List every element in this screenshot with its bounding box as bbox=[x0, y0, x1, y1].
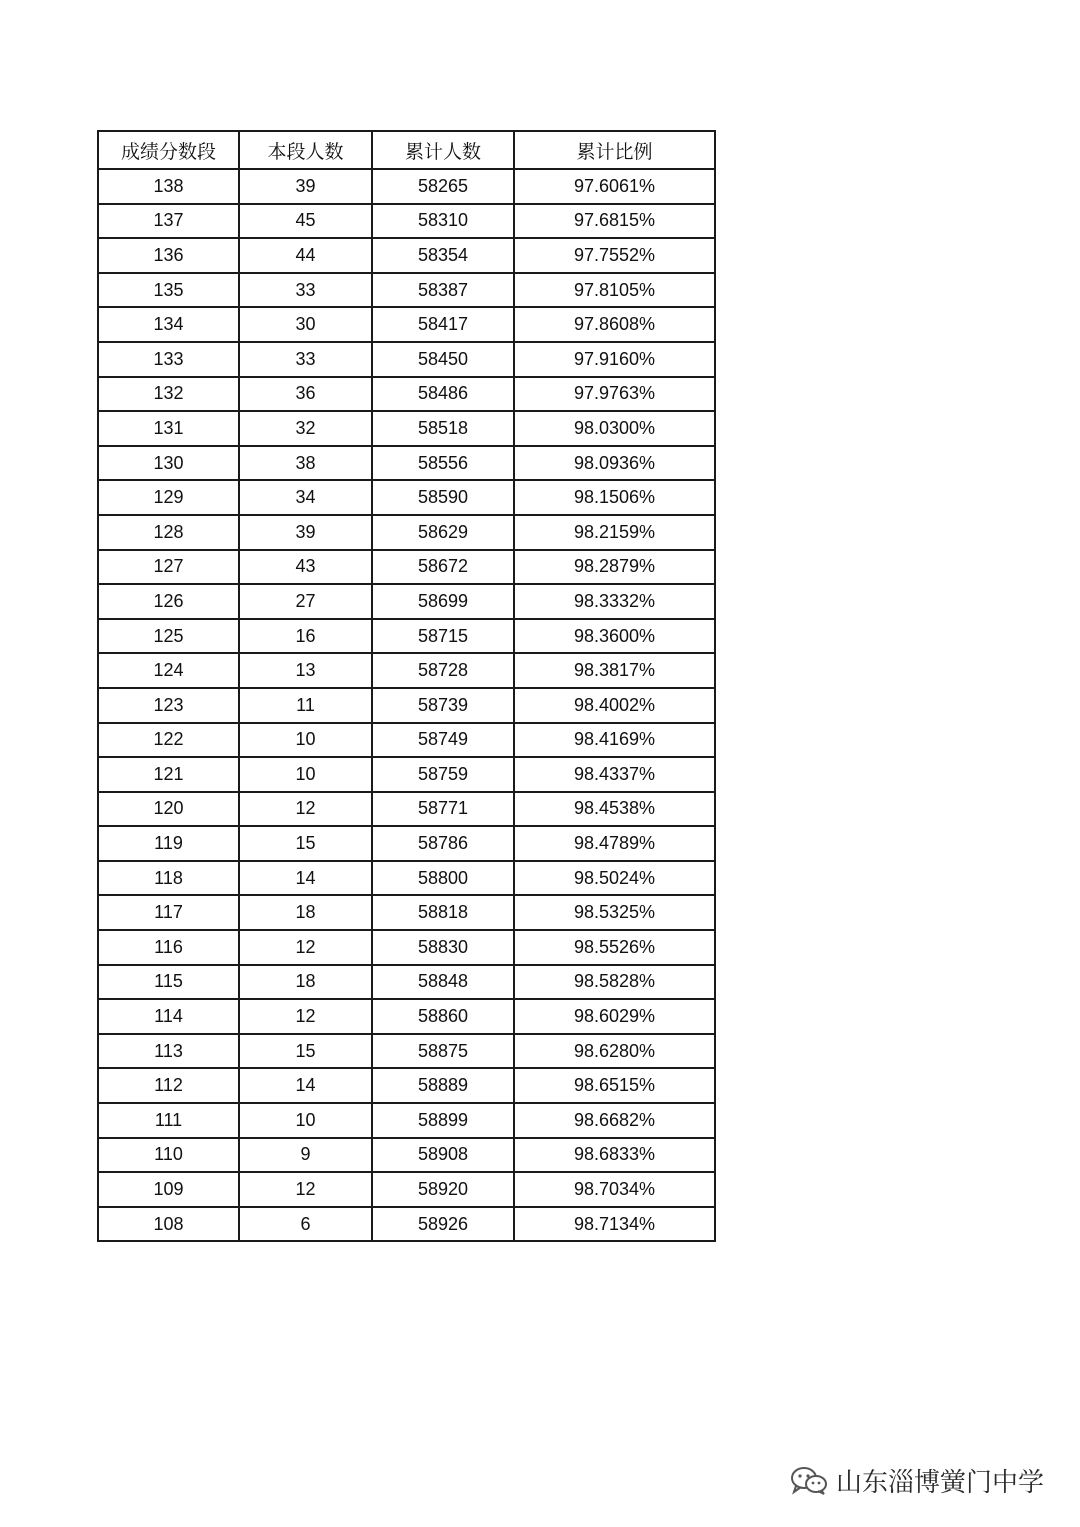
cell-segment-count: 10 bbox=[239, 757, 372, 792]
cell-cumulative-count: 58417 bbox=[372, 307, 514, 342]
cell-cumulative-count: 58908 bbox=[372, 1138, 514, 1173]
cell-segment-count: 14 bbox=[239, 1068, 372, 1103]
cell-segment-count: 9 bbox=[239, 1138, 372, 1173]
cell-cumulative-ratio: 98.3332% bbox=[514, 584, 715, 619]
cell-score-range: 133 bbox=[98, 342, 239, 377]
cell-segment-count: 10 bbox=[239, 1103, 372, 1138]
cell-score-range: 135 bbox=[98, 273, 239, 308]
table-row bbox=[98, 411, 715, 446]
table-row bbox=[98, 757, 715, 792]
cell-cumulative-ratio: 98.1506% bbox=[514, 480, 715, 515]
cell-segment-count: 39 bbox=[239, 169, 372, 204]
cell-cumulative-ratio: 98.7134% bbox=[514, 1207, 715, 1242]
cell-cumulative-count: 58771 bbox=[372, 792, 514, 827]
cell-score-range: 131 bbox=[98, 411, 239, 446]
table-row bbox=[98, 1068, 715, 1103]
cell-cumulative-ratio: 98.4169% bbox=[514, 723, 715, 758]
table-row bbox=[98, 238, 715, 273]
table-header-row bbox=[98, 131, 715, 169]
cell-cumulative-ratio: 98.6515% bbox=[514, 1068, 715, 1103]
cell-score-range: 134 bbox=[98, 307, 239, 342]
cell-segment-count: 12 bbox=[239, 930, 372, 965]
cell-cumulative-ratio: 98.4002% bbox=[514, 688, 715, 723]
cell-cumulative-ratio: 98.0300% bbox=[514, 411, 715, 446]
cell-cumulative-count: 58486 bbox=[372, 377, 514, 412]
table-row bbox=[98, 1207, 715, 1242]
cell-cumulative-ratio: 97.6061% bbox=[514, 169, 715, 204]
cell-segment-count: 18 bbox=[239, 895, 372, 930]
table-row bbox=[98, 619, 715, 654]
cell-cumulative-count: 58699 bbox=[372, 584, 514, 619]
score-table-container bbox=[97, 130, 716, 1242]
cell-cumulative-ratio: 98.5828% bbox=[514, 965, 715, 1000]
cell-cumulative-count: 58830 bbox=[372, 930, 514, 965]
table-row bbox=[98, 999, 715, 1034]
cell-cumulative-count: 58590 bbox=[372, 480, 514, 515]
cell-cumulative-count: 58310 bbox=[372, 204, 514, 239]
cell-cumulative-count: 58800 bbox=[372, 861, 514, 896]
cell-cumulative-ratio: 98.2159% bbox=[514, 515, 715, 550]
cell-cumulative-ratio: 98.6833% bbox=[514, 1138, 715, 1173]
cell-cumulative-count: 58518 bbox=[372, 411, 514, 446]
cell-score-range: 110 bbox=[98, 1138, 239, 1173]
cell-cumulative-count: 58728 bbox=[372, 653, 514, 688]
cell-cumulative-count: 58354 bbox=[372, 238, 514, 273]
cell-score-range: 136 bbox=[98, 238, 239, 273]
cell-cumulative-ratio: 98.4789% bbox=[514, 826, 715, 861]
table-row bbox=[98, 307, 715, 342]
header-cumulative-count: 累计人数 bbox=[372, 131, 514, 169]
table-row bbox=[98, 1103, 715, 1138]
cell-cumulative-count: 58387 bbox=[372, 273, 514, 308]
cell-cumulative-count: 58875 bbox=[372, 1034, 514, 1069]
table-row bbox=[98, 204, 715, 239]
cell-cumulative-ratio: 98.3817% bbox=[514, 653, 715, 688]
cell-score-range: 124 bbox=[98, 653, 239, 688]
cell-cumulative-count: 58759 bbox=[372, 757, 514, 792]
cell-cumulative-ratio: 97.7552% bbox=[514, 238, 715, 273]
cell-cumulative-ratio: 97.8608% bbox=[514, 307, 715, 342]
table-row bbox=[98, 792, 715, 827]
cell-score-range: 119 bbox=[98, 826, 239, 861]
cell-cumulative-ratio: 98.5024% bbox=[514, 861, 715, 896]
table-row bbox=[98, 688, 715, 723]
cell-cumulative-count: 58848 bbox=[372, 965, 514, 1000]
cell-cumulative-count: 58265 bbox=[372, 169, 514, 204]
cell-score-range: 112 bbox=[98, 1068, 239, 1103]
cell-cumulative-count: 58749 bbox=[372, 723, 514, 758]
cell-cumulative-ratio: 98.6029% bbox=[514, 999, 715, 1034]
cell-score-range: 117 bbox=[98, 895, 239, 930]
cell-score-range: 114 bbox=[98, 999, 239, 1034]
cell-score-range: 138 bbox=[98, 169, 239, 204]
table-row bbox=[98, 446, 715, 481]
cell-cumulative-ratio: 97.9160% bbox=[514, 342, 715, 377]
cell-segment-count: 16 bbox=[239, 619, 372, 654]
cell-score-range: 109 bbox=[98, 1172, 239, 1207]
table-row bbox=[98, 273, 715, 308]
cell-score-range: 116 bbox=[98, 930, 239, 965]
cell-segment-count: 14 bbox=[239, 861, 372, 896]
cell-segment-count: 38 bbox=[239, 446, 372, 481]
cell-cumulative-ratio: 98.4337% bbox=[514, 757, 715, 792]
table-row bbox=[98, 930, 715, 965]
cell-score-range: 126 bbox=[98, 584, 239, 619]
table-row bbox=[98, 169, 715, 204]
cell-score-range: 137 bbox=[98, 204, 239, 239]
cell-cumulative-ratio: 97.9763% bbox=[514, 377, 715, 412]
table-row bbox=[98, 584, 715, 619]
watermark-text: 山东淄博黉门中学 bbox=[835, 1468, 1044, 1498]
table-row bbox=[98, 515, 715, 550]
cell-cumulative-count: 58556 bbox=[372, 446, 514, 481]
table-row bbox=[98, 1172, 715, 1207]
cell-cumulative-ratio: 98.2879% bbox=[514, 550, 715, 585]
cell-cumulative-ratio: 98.0936% bbox=[514, 446, 715, 481]
cell-cumulative-count: 58926 bbox=[372, 1207, 514, 1242]
cell-score-range: 127 bbox=[98, 550, 239, 585]
score-distribution-table bbox=[97, 130, 716, 1242]
cell-segment-count: 39 bbox=[239, 515, 372, 550]
header-cumulative-ratio: 累计比例 bbox=[514, 131, 715, 169]
cell-segment-count: 45 bbox=[239, 204, 372, 239]
cell-segment-count: 13 bbox=[239, 653, 372, 688]
table-row bbox=[98, 826, 715, 861]
cell-segment-count: 33 bbox=[239, 273, 372, 308]
cell-cumulative-ratio: 97.6815% bbox=[514, 204, 715, 239]
cell-cumulative-ratio: 97.8105% bbox=[514, 273, 715, 308]
watermark bbox=[790, 1462, 1044, 1499]
cell-cumulative-count: 58739 bbox=[372, 688, 514, 723]
cell-cumulative-count: 58715 bbox=[372, 619, 514, 654]
cell-segment-count: 27 bbox=[239, 584, 372, 619]
cell-cumulative-ratio: 98.6280% bbox=[514, 1034, 715, 1069]
cell-cumulative-count: 58450 bbox=[372, 342, 514, 377]
cell-cumulative-count: 58920 bbox=[372, 1172, 514, 1207]
header-segment-count: 本段人数 bbox=[239, 131, 372, 169]
table-row bbox=[98, 653, 715, 688]
cell-cumulative-count: 58818 bbox=[372, 895, 514, 930]
cell-score-range: 128 bbox=[98, 515, 239, 550]
table-row bbox=[98, 1034, 715, 1069]
cell-segment-count: 34 bbox=[239, 480, 372, 515]
cell-segment-count: 33 bbox=[239, 342, 372, 377]
header-score-range: 成绩分数段 bbox=[98, 131, 239, 169]
table-row bbox=[98, 550, 715, 585]
cell-cumulative-ratio: 98.7034% bbox=[514, 1172, 715, 1207]
cell-score-range: 130 bbox=[98, 446, 239, 481]
cell-score-range: 123 bbox=[98, 688, 239, 723]
cell-cumulative-count: 58889 bbox=[372, 1068, 514, 1103]
cell-segment-count: 18 bbox=[239, 965, 372, 1000]
cell-segment-count: 12 bbox=[239, 999, 372, 1034]
cell-segment-count: 15 bbox=[239, 1034, 372, 1069]
table-row bbox=[98, 480, 715, 515]
cell-score-range: 120 bbox=[98, 792, 239, 827]
cell-cumulative-ratio: 98.4538% bbox=[514, 792, 715, 827]
cell-segment-count: 32 bbox=[239, 411, 372, 446]
cell-score-range: 121 bbox=[98, 757, 239, 792]
cell-score-range: 129 bbox=[98, 480, 239, 515]
cell-cumulative-count: 58672 bbox=[372, 550, 514, 585]
cell-cumulative-ratio: 98.6682% bbox=[514, 1103, 715, 1138]
cell-score-range: 118 bbox=[98, 861, 239, 896]
cell-segment-count: 6 bbox=[239, 1207, 372, 1242]
cell-cumulative-count: 58629 bbox=[372, 515, 514, 550]
table-row bbox=[98, 342, 715, 377]
table-row bbox=[98, 723, 715, 758]
cell-segment-count: 36 bbox=[239, 377, 372, 412]
cell-segment-count: 10 bbox=[239, 723, 372, 758]
cell-segment-count: 12 bbox=[239, 792, 372, 827]
cell-segment-count: 12 bbox=[239, 1172, 372, 1207]
table-row bbox=[98, 861, 715, 896]
cell-score-range: 113 bbox=[98, 1034, 239, 1069]
cell-score-range: 122 bbox=[98, 723, 239, 758]
cell-cumulative-count: 58786 bbox=[372, 826, 514, 861]
table-row bbox=[98, 895, 715, 930]
cell-cumulative-count: 58860 bbox=[372, 999, 514, 1034]
cell-cumulative-count: 58899 bbox=[372, 1103, 514, 1138]
table-row bbox=[98, 377, 715, 412]
cell-score-range: 132 bbox=[98, 377, 239, 412]
cell-cumulative-ratio: 98.5526% bbox=[514, 930, 715, 965]
cell-segment-count: 11 bbox=[239, 688, 372, 723]
cell-segment-count: 44 bbox=[239, 238, 372, 273]
cell-cumulative-ratio: 98.5325% bbox=[514, 895, 715, 930]
cell-cumulative-ratio: 98.3600% bbox=[514, 619, 715, 654]
table-row bbox=[98, 965, 715, 1000]
table-row bbox=[98, 1138, 715, 1173]
cell-segment-count: 30 bbox=[239, 307, 372, 342]
cell-segment-count: 15 bbox=[239, 826, 372, 861]
cell-score-range: 111 bbox=[98, 1103, 239, 1138]
wechat-icon bbox=[790, 1466, 828, 1496]
cell-score-range: 125 bbox=[98, 619, 239, 654]
table-body bbox=[98, 169, 715, 1241]
cell-score-range: 108 bbox=[98, 1207, 239, 1242]
cell-score-range: 115 bbox=[98, 965, 239, 1000]
cell-segment-count: 43 bbox=[239, 550, 372, 585]
